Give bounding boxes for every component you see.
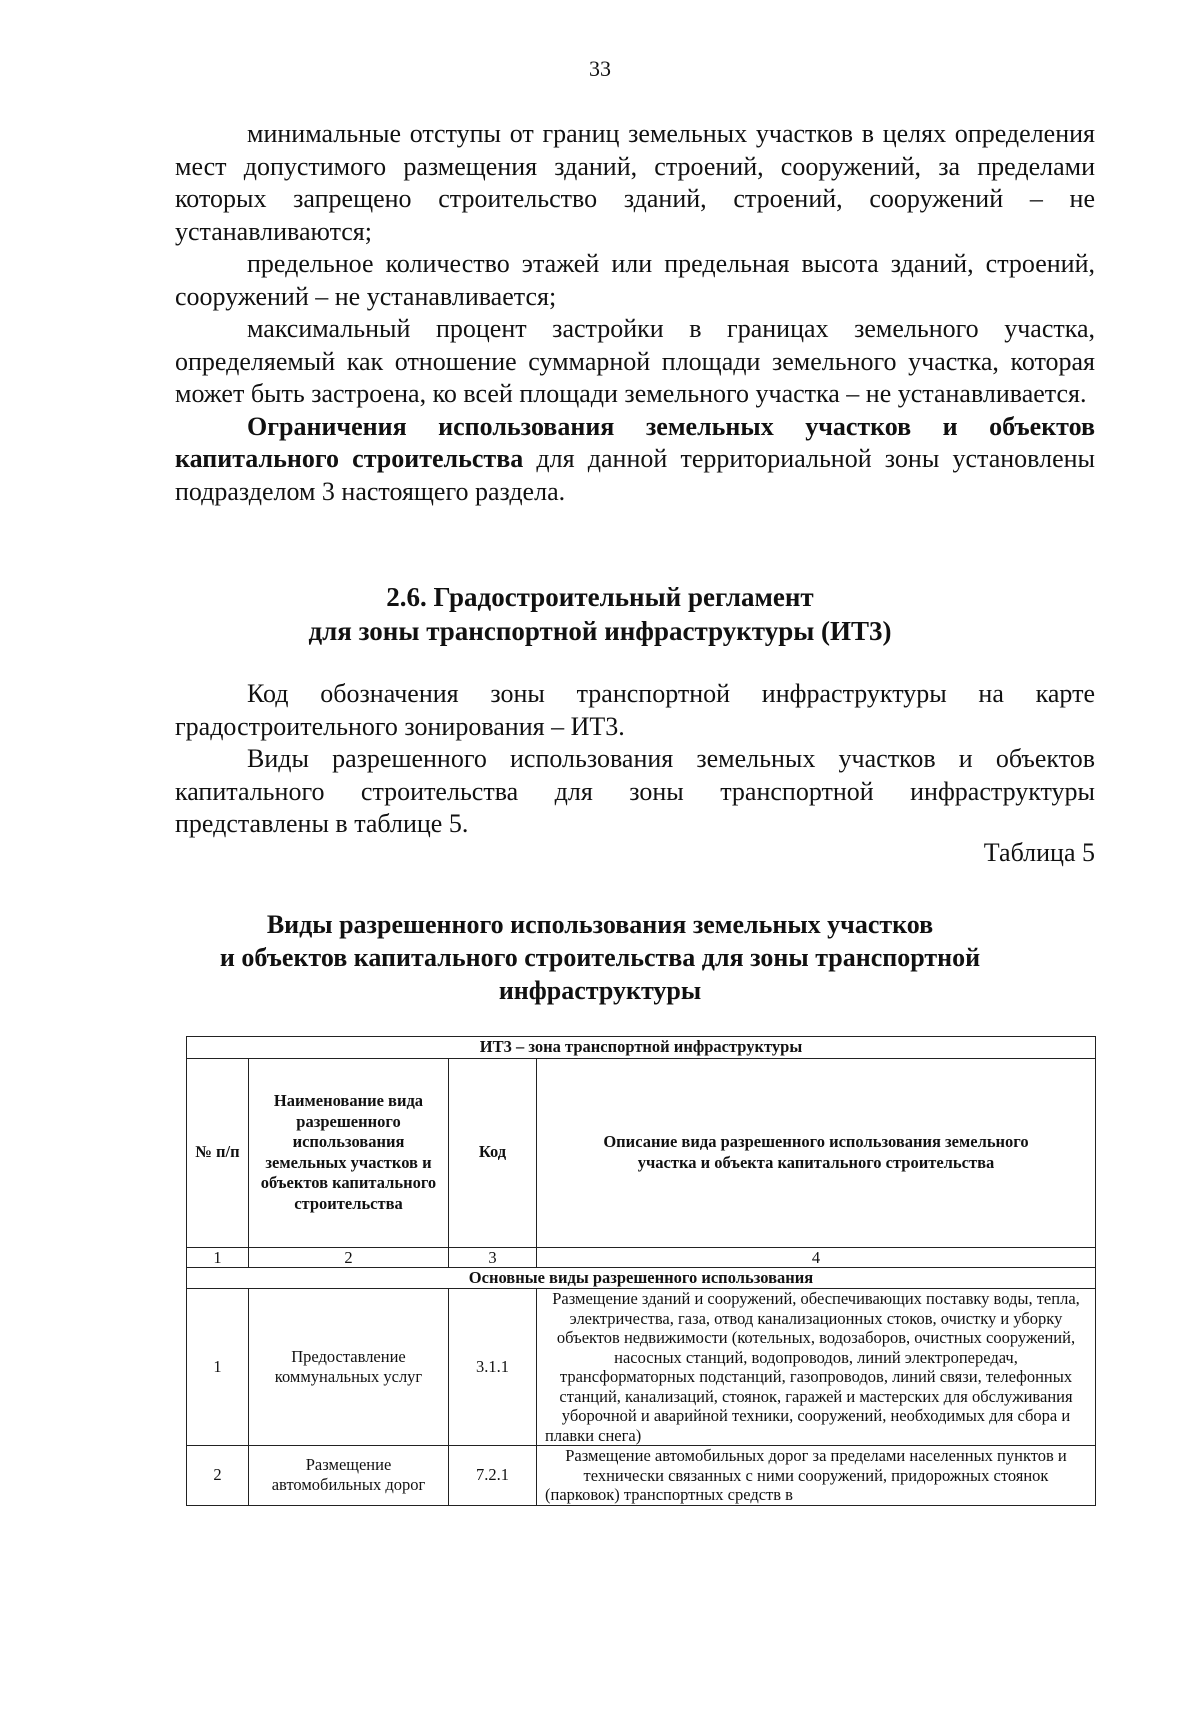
table-header-row <box>187 1058 1096 1247</box>
paragraph-zone-code: Код обозначения зоны транспортной инфраструктуры на карте градостроительного зонирования – ИТ3. <box>175 679 1095 741</box>
row-code: 3.1.1 <box>449 1289 537 1446</box>
row-desc: Размещение автомобильных дорог за пределами населенных пунктов и технически связанных с ними сооружений, придорожных стоянок (парковок) транспортных средств в <box>537 1446 1096 1506</box>
header-num: № п/п <box>187 1058 249 1247</box>
row-name: Размещение автомобильных дорог <box>249 1446 449 1506</box>
row-desc: Размещение зданий и сооружений, обеспечивающих поставку воды, тепла, электричества, газа, отвод канализационных стоков, очистку и уборку объектов недвижимости (котельных, водозаборов, очистных сооружений, насосных станций, водопроводов, линий электропередач, трансформаторных подстанций, газопроводов, линий связи, телефонных станций, канализаций, стоянок, гаражей и мастерских для обслуживания уборочной и аварийной техники, сооружений, необходимых для сбора и плавки снега) <box>537 1289 1096 1446</box>
column-number: 1 <box>187 1247 249 1267</box>
paragraph-setbacks: минимальные отступы от границ земельных участков в целях определения мест допустимого размещения зданий, строений, сооружений, за пределами которых запрещено строительство зданий, строений, сооружений – не устанавливаются; <box>175 119 1095 246</box>
column-number: 3 <box>449 1247 537 1267</box>
row-num: 1 <box>187 1289 249 1446</box>
column-numbers-row <box>187 1247 1096 1267</box>
paragraph-restrictions <box>175 411 1095 509</box>
section-title <box>0 580 1200 648</box>
table-title <box>0 908 1200 1007</box>
header-name: Наименование вида разрешенного использования земельных участков и объектов капитального строительства <box>249 1058 449 1247</box>
restrictions-rest: для данной территориальной зоны установлены подразделом 3 настоящего раздела. <box>175 444 1095 506</box>
group-header-row <box>187 1267 1096 1289</box>
table-row <box>187 1289 1096 1446</box>
zone-header-row <box>187 1037 1096 1059</box>
table-title-line2: и объектов капитального строительства для зоны транспортной <box>219 943 981 972</box>
table-row <box>187 1446 1096 1506</box>
page-number: 33 <box>589 56 611 81</box>
column-number: 4 <box>537 1247 1096 1267</box>
body-text-mid <box>175 678 1095 841</box>
regulation-table <box>186 1036 1096 1506</box>
restrictions-bold: Ограничения использования земельных участков и объектов капитального строительства <box>175 411 1095 473</box>
row-code: 7.2.1 <box>449 1446 537 1506</box>
section-title-line1: 2.6. Градостроительный регламент <box>386 582 814 612</box>
paragraph-building-percent: максимальный процент застройки в границах земельного участка, определяемый как отношение суммарной площади земельного участка, которая может быть застроена, ко всей площади земельного участка – не устанавливается. <box>175 314 1095 408</box>
table-title-line1: Виды разрешенного использования земельных участков <box>266 910 934 939</box>
paragraph-uses: Виды разрешенного использования земельных участков и объектов капитального строительства для зоны транспортной инфраструктуры представлены в таблице 5. <box>175 744 1095 838</box>
row-num: 2 <box>187 1446 249 1506</box>
body-text-top <box>175 118 1095 508</box>
header-code: Код <box>449 1058 537 1247</box>
paragraph-floors: предельное количество этажей или предельная высота зданий, строений, сооружений – не устанавливается; <box>175 249 1095 311</box>
row-name: Предоставление коммунальных услуг <box>249 1289 449 1446</box>
table-caption: Таблица 5 <box>983 838 1095 867</box>
column-number: 2 <box>249 1247 449 1267</box>
section-title-line2: для зоны транспортной инфраструктуры (ИТ3) <box>308 616 892 646</box>
table-title-line3: инфраструктуры <box>498 976 702 1005</box>
header-desc: Описание вида разрешенного использования земельного участка и объекта капитального строительства <box>537 1058 1096 1247</box>
group-header: Основные виды разрешенного использования <box>187 1267 1096 1289</box>
zone-header: ИТ3 – зона транспортной инфраструктуры <box>187 1037 1096 1059</box>
